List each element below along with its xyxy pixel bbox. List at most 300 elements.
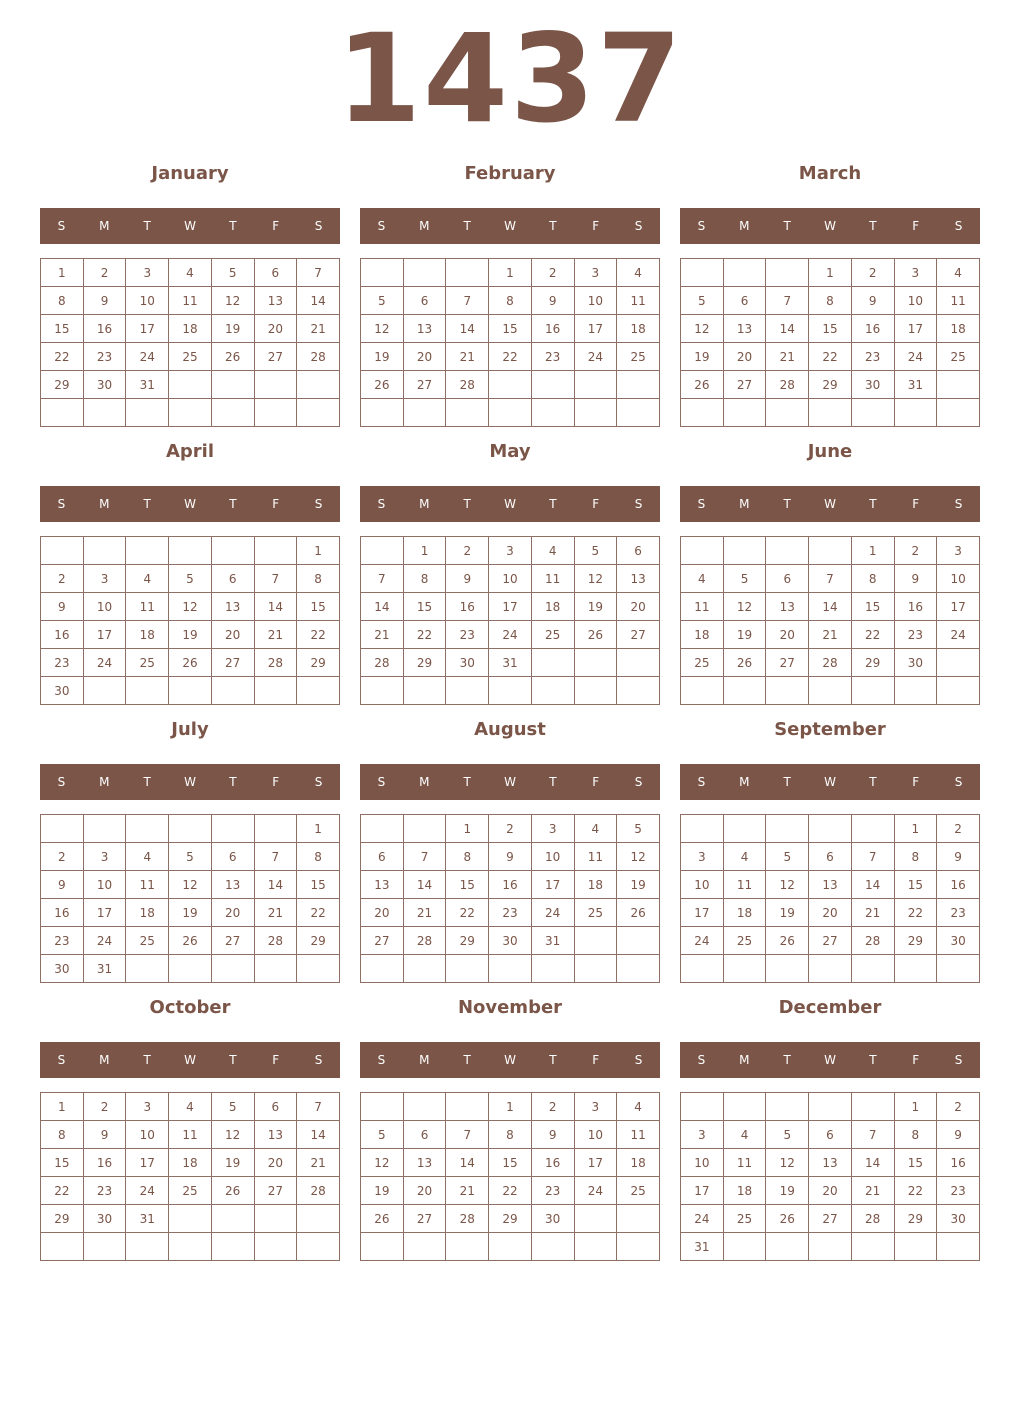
day-cell: 18 (937, 315, 980, 343)
empty-day-cell (403, 1093, 446, 1121)
day-cell: 13 (254, 287, 297, 315)
day-cell: 3 (126, 1093, 169, 1121)
day-cell: 31 (489, 649, 532, 677)
day-cell: 7 (254, 565, 297, 593)
weekday-label: S (954, 219, 963, 233)
day-cell: 3 (681, 1121, 724, 1149)
day-cell: 6 (723, 287, 766, 315)
day-cell: 14 (851, 871, 894, 899)
day-cell: 12 (617, 843, 660, 871)
empty-day-cell (531, 1233, 574, 1261)
day-cell: 6 (809, 1121, 852, 1149)
empty-day-cell (809, 1093, 852, 1121)
weekday-label: S (57, 219, 66, 233)
empty-day-cell (937, 399, 980, 427)
weekday-label: T (549, 1053, 557, 1067)
day-cell: 1 (894, 1093, 937, 1121)
week-row (681, 1233, 980, 1261)
empty-day-cell (617, 1205, 660, 1233)
day-cell: 11 (126, 593, 169, 621)
day-cell: 18 (681, 621, 724, 649)
day-cell: 5 (169, 843, 212, 871)
day-cell: 2 (937, 1093, 980, 1121)
weekday-header (680, 1042, 980, 1078)
week-row (361, 1205, 660, 1233)
week-row (361, 927, 660, 955)
day-cell: 23 (41, 649, 84, 677)
day-cell: 22 (297, 899, 340, 927)
day-cell: 23 (531, 1177, 574, 1205)
day-cell: 10 (681, 871, 724, 899)
weekday-label: S (697, 219, 706, 233)
weekday-label: S (314, 775, 323, 789)
day-cell: 12 (169, 871, 212, 899)
empty-day-cell (361, 259, 404, 287)
day-cell: 26 (766, 1205, 809, 1233)
week-row (681, 815, 980, 843)
day-cell: 12 (169, 593, 212, 621)
month-name: June (807, 441, 853, 462)
day-cell: 17 (126, 315, 169, 343)
day-cell: 23 (531, 343, 574, 371)
day-cell: 1 (403, 537, 446, 565)
day-cell: 9 (446, 565, 489, 593)
day-cell: 16 (894, 593, 937, 621)
day-cell: 14 (766, 315, 809, 343)
empty-day-cell (83, 1233, 126, 1261)
day-cell: 22 (809, 343, 852, 371)
day-cell: 27 (723, 371, 766, 399)
weekday-header (40, 486, 340, 522)
weekday-label: F (912, 219, 920, 233)
empty-day-cell (254, 955, 297, 983)
day-cell: 8 (297, 843, 340, 871)
day-cell: 24 (489, 621, 532, 649)
day-cell: 9 (937, 843, 980, 871)
weekday-label: F (592, 1053, 600, 1067)
week-row (361, 399, 660, 427)
day-cell: 30 (446, 649, 489, 677)
day-cell: 19 (361, 343, 404, 371)
weekday-label: M (739, 775, 750, 789)
day-cell: 20 (766, 621, 809, 649)
day-cell: 19 (574, 593, 617, 621)
day-cell: 27 (254, 343, 297, 371)
day-cell: 26 (574, 621, 617, 649)
empty-day-cell (489, 677, 532, 705)
day-cell: 6 (254, 259, 297, 287)
day-cell: 14 (446, 315, 489, 343)
empty-day-cell (403, 259, 446, 287)
day-cell: 27 (403, 371, 446, 399)
empty-day-cell (681, 399, 724, 427)
empty-day-cell (937, 1233, 980, 1261)
day-cell: 10 (126, 287, 169, 315)
day-cell: 1 (489, 1093, 532, 1121)
day-cell: 16 (937, 1149, 980, 1177)
weekday-label: W (504, 497, 516, 511)
day-cell: 22 (41, 1177, 84, 1205)
weekday-label: T (143, 497, 151, 511)
day-cell: 28 (297, 1177, 340, 1205)
day-cell: 22 (41, 343, 84, 371)
day-cell: 4 (126, 565, 169, 593)
empty-day-cell (361, 955, 404, 983)
weekday-label: F (272, 497, 280, 511)
day-grid (680, 258, 980, 427)
day-cell: 11 (617, 287, 660, 315)
weekday-label: W (504, 219, 516, 233)
weekday-label: F (592, 219, 600, 233)
weekday-label: T (463, 775, 471, 789)
day-cell: 18 (531, 593, 574, 621)
day-cell: 14 (446, 1149, 489, 1177)
week-row (361, 621, 660, 649)
weekday-label: T (229, 775, 237, 789)
day-cell: 15 (489, 315, 532, 343)
week-row (361, 677, 660, 705)
day-cell: 23 (446, 621, 489, 649)
day-cell: 11 (937, 287, 980, 315)
day-cell: 19 (361, 1177, 404, 1205)
day-cell: 18 (169, 315, 212, 343)
day-cell: 6 (766, 565, 809, 593)
empty-day-cell (574, 1233, 617, 1261)
day-cell: 1 (297, 537, 340, 565)
weekday-label: M (99, 775, 110, 789)
empty-day-cell (83, 677, 126, 705)
empty-day-cell (403, 677, 446, 705)
day-cell: 5 (169, 565, 212, 593)
weekday-label: S (57, 497, 66, 511)
day-cell: 18 (617, 1149, 660, 1177)
day-cell: 1 (297, 815, 340, 843)
empty-day-cell (297, 399, 340, 427)
week-row (361, 287, 660, 315)
empty-day-cell (489, 399, 532, 427)
day-cell: 16 (446, 593, 489, 621)
day-cell: 18 (126, 899, 169, 927)
weekday-label: T (143, 219, 151, 233)
weekday-label: S (314, 1053, 323, 1067)
day-cell: 2 (489, 815, 532, 843)
weekday-header (360, 486, 660, 522)
empty-day-cell (169, 955, 212, 983)
month-name: February (464, 163, 556, 184)
day-cell: 31 (681, 1233, 724, 1261)
day-cell: 6 (361, 843, 404, 871)
week-row (361, 955, 660, 983)
weekday-label: T (229, 497, 237, 511)
day-cell: 2 (83, 259, 126, 287)
day-cell: 26 (361, 1205, 404, 1233)
day-grid (360, 258, 660, 427)
day-cell: 20 (403, 343, 446, 371)
day-cell: 29 (297, 649, 340, 677)
day-cell: 31 (83, 955, 126, 983)
week-row (361, 259, 660, 287)
day-cell: 10 (574, 1121, 617, 1149)
empty-day-cell (723, 259, 766, 287)
weekday-label: T (463, 1053, 471, 1067)
day-cell: 20 (809, 1177, 852, 1205)
weekday-label: W (824, 1053, 836, 1067)
day-cell: 9 (531, 1121, 574, 1149)
empty-day-cell (211, 1233, 254, 1261)
day-cell: 8 (489, 287, 532, 315)
day-cell: 25 (617, 1177, 660, 1205)
day-cell: 14 (809, 593, 852, 621)
day-cell: 12 (211, 287, 254, 315)
day-cell: 5 (361, 1121, 404, 1149)
day-cell: 31 (126, 1205, 169, 1233)
day-cell: 25 (126, 927, 169, 955)
day-cell: 3 (531, 815, 574, 843)
day-grid (680, 536, 980, 705)
day-cell: 17 (894, 315, 937, 343)
empty-day-cell (937, 955, 980, 983)
empty-day-cell (681, 537, 724, 565)
day-cell: 17 (83, 621, 126, 649)
day-cell: 30 (894, 649, 937, 677)
day-cell: 24 (574, 1177, 617, 1205)
day-cell: 30 (83, 371, 126, 399)
day-cell: 4 (937, 259, 980, 287)
empty-day-cell (851, 399, 894, 427)
day-cell: 31 (894, 371, 937, 399)
day-cell: 9 (937, 1121, 980, 1149)
day-cell: 28 (851, 1205, 894, 1233)
day-cell: 17 (489, 593, 532, 621)
week-row (41, 1205, 340, 1233)
empty-day-cell (126, 677, 169, 705)
day-cell: 14 (851, 1149, 894, 1177)
day-cell: 27 (809, 1205, 852, 1233)
day-cell: 28 (297, 343, 340, 371)
empty-day-cell (361, 1093, 404, 1121)
day-cell: 13 (403, 1149, 446, 1177)
empty-day-cell (809, 955, 852, 983)
month-name: November (457, 997, 563, 1018)
empty-day-cell (851, 815, 894, 843)
day-grid (680, 814, 980, 983)
day-grid (40, 536, 340, 705)
day-cell: 19 (766, 1177, 809, 1205)
day-cell: 16 (531, 315, 574, 343)
week-row (681, 1205, 980, 1233)
weekday-label: S (377, 775, 386, 789)
day-cell: 8 (403, 565, 446, 593)
weekday-label: T (549, 775, 557, 789)
empty-day-cell (851, 1233, 894, 1261)
empty-day-cell (297, 1233, 340, 1261)
empty-day-cell (531, 399, 574, 427)
week-row (361, 343, 660, 371)
empty-day-cell (211, 537, 254, 565)
day-cell: 22 (489, 1177, 532, 1205)
week-row (361, 1149, 660, 1177)
empty-day-cell (723, 815, 766, 843)
day-cell: 21 (403, 899, 446, 927)
weekday-label: W (824, 775, 836, 789)
empty-day-cell (937, 677, 980, 705)
empty-day-cell (169, 399, 212, 427)
day-cell: 30 (41, 677, 84, 705)
day-cell: 21 (254, 899, 297, 927)
week-row (681, 565, 980, 593)
day-cell: 9 (41, 871, 84, 899)
day-cell: 4 (723, 1121, 766, 1149)
day-cell: 4 (169, 1093, 212, 1121)
day-cell: 24 (574, 343, 617, 371)
day-cell: 24 (937, 621, 980, 649)
day-cell: 29 (41, 371, 84, 399)
day-cell: 9 (41, 593, 84, 621)
empty-day-cell (531, 649, 574, 677)
empty-day-cell (41, 1233, 84, 1261)
weekday-label: W (184, 497, 196, 511)
week-row (681, 537, 980, 565)
day-cell: 27 (211, 649, 254, 677)
empty-day-cell (531, 955, 574, 983)
weekday-label: S (954, 1053, 963, 1067)
empty-day-cell (723, 955, 766, 983)
day-cell: 22 (489, 343, 532, 371)
weekday-label: F (272, 1053, 280, 1067)
day-cell: 29 (489, 1205, 532, 1233)
day-cell: 6 (211, 843, 254, 871)
empty-day-cell (809, 1233, 852, 1261)
empty-day-cell (211, 371, 254, 399)
day-cell: 8 (297, 565, 340, 593)
day-cell: 15 (41, 1149, 84, 1177)
empty-day-cell (169, 1205, 212, 1233)
weekday-label: W (824, 219, 836, 233)
empty-day-cell (403, 1233, 446, 1261)
empty-day-cell (617, 677, 660, 705)
weekday-header (680, 208, 980, 244)
empty-day-cell (126, 1233, 169, 1261)
day-cell: 11 (723, 871, 766, 899)
day-cell: 12 (361, 315, 404, 343)
day-cell: 26 (211, 343, 254, 371)
day-cell: 15 (446, 871, 489, 899)
week-row (41, 371, 340, 399)
day-cell: 23 (894, 621, 937, 649)
day-cell: 7 (297, 259, 340, 287)
day-cell: 25 (169, 343, 212, 371)
day-cell: 5 (766, 843, 809, 871)
day-cell: 3 (894, 259, 937, 287)
weekday-label: T (869, 219, 877, 233)
weekday-label: M (99, 219, 110, 233)
day-cell: 24 (83, 649, 126, 677)
day-cell: 2 (531, 1093, 574, 1121)
empty-day-cell (446, 259, 489, 287)
week-row (681, 343, 980, 371)
day-cell: 19 (211, 1149, 254, 1177)
day-cell: 10 (531, 843, 574, 871)
day-cell: 24 (531, 899, 574, 927)
weekday-header (680, 486, 980, 522)
day-cell: 7 (851, 1121, 894, 1149)
day-cell: 6 (211, 565, 254, 593)
empty-day-cell (446, 1093, 489, 1121)
weekday-label: W (504, 775, 516, 789)
day-cell: 4 (126, 843, 169, 871)
empty-day-cell (617, 649, 660, 677)
day-cell: 19 (211, 315, 254, 343)
empty-day-cell (361, 677, 404, 705)
day-cell: 4 (617, 1093, 660, 1121)
weekday-label: F (592, 775, 600, 789)
day-cell: 19 (766, 899, 809, 927)
day-cell: 1 (851, 537, 894, 565)
empty-day-cell (723, 1233, 766, 1261)
day-cell: 12 (361, 1149, 404, 1177)
day-cell: 15 (403, 593, 446, 621)
day-cell: 22 (851, 621, 894, 649)
weekday-header (40, 208, 340, 244)
empty-day-cell (937, 371, 980, 399)
day-cell: 29 (297, 927, 340, 955)
day-cell: 11 (531, 565, 574, 593)
day-cell: 27 (254, 1177, 297, 1205)
weekday-label: T (549, 497, 557, 511)
day-cell: 30 (83, 1205, 126, 1233)
day-cell: 18 (574, 871, 617, 899)
day-grid (360, 1092, 660, 1261)
day-cell: 26 (681, 371, 724, 399)
day-cell: 26 (617, 899, 660, 927)
empty-day-cell (809, 815, 852, 843)
day-cell: 10 (83, 871, 126, 899)
week-row (681, 371, 980, 399)
day-cell: 29 (446, 927, 489, 955)
week-row (361, 593, 660, 621)
day-cell: 3 (574, 1093, 617, 1121)
day-cell: 8 (489, 1121, 532, 1149)
day-cell: 22 (894, 1177, 937, 1205)
day-cell: 23 (83, 1177, 126, 1205)
day-cell: 11 (723, 1149, 766, 1177)
weekday-label: M (419, 775, 430, 789)
weekday-label: W (184, 1053, 196, 1067)
week-row (41, 1177, 340, 1205)
weekday-label: S (377, 1053, 386, 1067)
day-cell: 26 (211, 1177, 254, 1205)
week-row (41, 593, 340, 621)
day-cell: 6 (617, 537, 660, 565)
week-row (361, 1093, 660, 1121)
week-row (361, 315, 660, 343)
weekday-label: T (229, 219, 237, 233)
day-cell: 3 (83, 843, 126, 871)
day-grid (40, 1092, 340, 1261)
day-cell: 19 (169, 621, 212, 649)
week-row (681, 1149, 980, 1177)
day-cell: 28 (851, 927, 894, 955)
empty-day-cell (254, 537, 297, 565)
day-cell: 24 (126, 1177, 169, 1205)
empty-day-cell (41, 815, 84, 843)
weekday-header (360, 764, 660, 800)
day-cell: 8 (41, 1121, 84, 1149)
day-cell: 16 (489, 871, 532, 899)
weekday-label: M (739, 1053, 750, 1067)
day-cell: 27 (809, 927, 852, 955)
week-row (41, 815, 340, 843)
